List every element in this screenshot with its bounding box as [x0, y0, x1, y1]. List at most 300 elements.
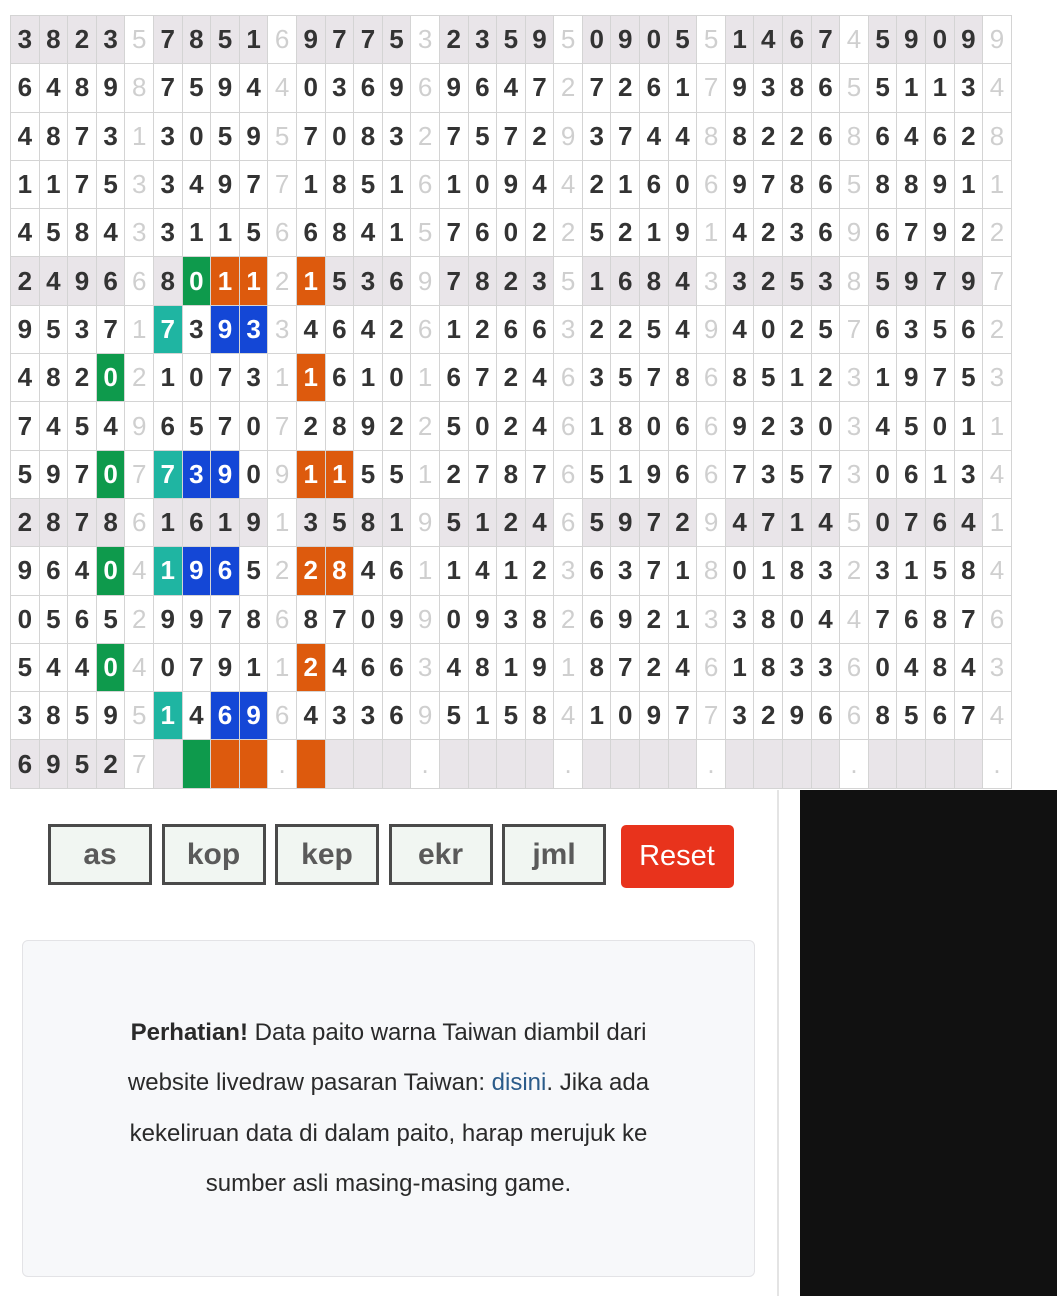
digit-cell[interactable]: 3 [183, 306, 212, 354]
digit-cell[interactable]: 5 [783, 451, 812, 499]
digit-cell[interactable]: 9 [669, 209, 698, 257]
digit-cell[interactable]: 4 [526, 354, 555, 402]
digit-cell[interactable]: 5 [926, 306, 955, 354]
digit-cell[interactable]: 1 [640, 209, 669, 257]
digit-cell[interactable]: 8 [783, 547, 812, 595]
digit-cell[interactable]: 4 [955, 644, 984, 692]
digit-cell[interactable]: 8 [611, 402, 640, 450]
digit-cell[interactable]: 3 [754, 451, 783, 499]
digit-cell[interactable]: 5 [897, 402, 926, 450]
digit-cell[interactable]: 4 [354, 547, 383, 595]
digit-cell[interactable]: 3 [783, 209, 812, 257]
digit-cell[interactable]: 7 [326, 16, 355, 64]
digit-cell[interactable]: 4 [68, 644, 97, 692]
digit-cell[interactable]: 3 [240, 354, 269, 402]
digit-cell[interactable]: 6 [154, 402, 183, 450]
digit-cell[interactable]: 3 [583, 354, 612, 402]
digit-cell[interactable]: 8 [183, 16, 212, 64]
digit-cell[interactable]: 1 [211, 209, 240, 257]
digit-cell[interactable]: 4 [669, 113, 698, 161]
digit-cell[interactable]: 5 [326, 257, 355, 305]
digit-cell[interactable]: 7 [640, 547, 669, 595]
digit-cell[interactable]: 6 [211, 692, 240, 740]
digit-cell[interactable]: 2 [640, 596, 669, 644]
digit-cell[interactable]: 9 [897, 257, 926, 305]
digit-cell[interactable]: 3 [783, 402, 812, 450]
digit-cell[interactable]: 2 [754, 402, 783, 450]
digit-cell[interactable]: 7 [154, 451, 183, 499]
digit-cell[interactable]: 6 [11, 740, 40, 788]
digit-cell[interactable]: 3 [812, 644, 841, 692]
digit-cell[interactable]: 6 [869, 306, 898, 354]
digit-cell[interactable]: 8 [240, 596, 269, 644]
digit-cell[interactable]: 1 [354, 354, 383, 402]
digit-cell[interactable]: 1 [754, 547, 783, 595]
digit-cell[interactable]: 4 [526, 499, 555, 547]
digit-cell[interactable]: 0 [183, 257, 212, 305]
digit-cell[interactable]: 2 [526, 547, 555, 595]
digit-cell[interactable] [812, 740, 841, 788]
digit-cell[interactable]: 7 [526, 64, 555, 112]
digit-cell[interactable]: 8 [68, 209, 97, 257]
digit-cell[interactable]: 8 [869, 692, 898, 740]
digit-cell[interactable]: 1 [497, 547, 526, 595]
digit-cell[interactable]: 7 [583, 64, 612, 112]
digit-cell[interactable]: 2 [97, 740, 126, 788]
digit-cell[interactable] [326, 740, 355, 788]
digit-cell[interactable]: 0 [640, 402, 669, 450]
digit-cell[interactable]: 8 [783, 64, 812, 112]
digit-cell[interactable]: 3 [97, 16, 126, 64]
filter-as-button[interactable]: as [48, 824, 152, 885]
digit-cell[interactable]: 4 [440, 644, 469, 692]
digit-cell[interactable]: 4 [812, 596, 841, 644]
digit-cell[interactable]: 9 [955, 257, 984, 305]
digit-cell[interactable] [640, 740, 669, 788]
digit-cell[interactable]: 4 [469, 547, 498, 595]
digit-cell[interactable]: 7 [469, 354, 498, 402]
digit-cell[interactable]: 1 [211, 257, 240, 305]
digit-cell[interactable]: 0 [783, 596, 812, 644]
digit-cell[interactable]: 9 [183, 596, 212, 644]
digit-cell[interactable] [754, 740, 783, 788]
digit-cell[interactable]: 4 [97, 209, 126, 257]
digit-cell[interactable]: 1 [326, 451, 355, 499]
digit-cell[interactable]: 1 [440, 306, 469, 354]
digit-cell[interactable]: 5 [240, 209, 269, 257]
digit-cell[interactable]: 1 [383, 499, 412, 547]
digit-cell[interactable]: 8 [526, 692, 555, 740]
digit-cell[interactable]: 2 [583, 161, 612, 209]
digit-cell[interactable]: 5 [183, 64, 212, 112]
digit-cell[interactable]: 2 [754, 692, 783, 740]
digit-cell[interactable]: 1 [955, 161, 984, 209]
digit-cell[interactable]: 9 [211, 64, 240, 112]
digit-cell[interactable]: 8 [354, 113, 383, 161]
digit-cell[interactable]: 0 [469, 161, 498, 209]
digit-cell[interactable]: 9 [611, 16, 640, 64]
digit-cell[interactable]: 7 [640, 499, 669, 547]
digit-cell[interactable]: 7 [68, 113, 97, 161]
digit-cell[interactable]: 7 [154, 16, 183, 64]
digit-cell[interactable]: 1 [583, 257, 612, 305]
digit-cell[interactable]: 4 [183, 692, 212, 740]
digit-cell[interactable]: 2 [497, 499, 526, 547]
digit-cell[interactable] [955, 740, 984, 788]
digit-cell[interactable]: 5 [611, 354, 640, 402]
digit-cell[interactable]: 6 [326, 354, 355, 402]
digit-cell[interactable]: 2 [11, 499, 40, 547]
digit-cell[interactable]: 5 [869, 16, 898, 64]
digit-cell[interactable]: 0 [869, 499, 898, 547]
digit-cell[interactable]: 9 [897, 354, 926, 402]
digit-cell[interactable]: 5 [869, 257, 898, 305]
digit-cell[interactable]: 5 [869, 64, 898, 112]
digit-cell[interactable]: 9 [354, 402, 383, 450]
digit-cell[interactable]: 1 [783, 354, 812, 402]
digit-cell[interactable]: 9 [211, 451, 240, 499]
digit-cell[interactable]: 1 [297, 161, 326, 209]
digit-cell[interactable]: 6 [383, 692, 412, 740]
digit-cell[interactable]: 7 [611, 113, 640, 161]
digit-cell[interactable]: 4 [897, 113, 926, 161]
digit-cell[interactable]: 0 [97, 547, 126, 595]
digit-cell[interactable]: 6 [354, 64, 383, 112]
digit-cell[interactable] [211, 740, 240, 788]
digit-cell[interactable]: 9 [211, 644, 240, 692]
filter-kep-button[interactable]: kep [275, 824, 379, 885]
digit-cell[interactable]: 7 [754, 499, 783, 547]
digit-cell[interactable]: 9 [297, 16, 326, 64]
digit-cell[interactable] [897, 740, 926, 788]
digit-cell[interactable]: 1 [669, 64, 698, 112]
digit-cell[interactable]: 7 [240, 161, 269, 209]
digit-cell[interactable]: 9 [383, 64, 412, 112]
digit-cell[interactable]: 8 [640, 257, 669, 305]
digit-cell[interactable]: 0 [869, 451, 898, 499]
digit-cell[interactable]: 2 [526, 113, 555, 161]
digit-cell[interactable]: 3 [812, 547, 841, 595]
digit-cell[interactable]: 9 [68, 257, 97, 305]
digit-cell[interactable]: 9 [40, 451, 69, 499]
digit-cell[interactable]: 5 [183, 402, 212, 450]
digit-cell[interactable]: 3 [726, 257, 755, 305]
digit-cell[interactable]: 8 [469, 644, 498, 692]
digit-cell[interactable]: 6 [926, 692, 955, 740]
digit-cell[interactable]: 8 [40, 16, 69, 64]
digit-cell[interactable]: 7 [11, 402, 40, 450]
digit-cell[interactable] [783, 740, 812, 788]
digit-cell[interactable]: 5 [440, 499, 469, 547]
digit-cell[interactable]: 5 [40, 209, 69, 257]
digit-cell[interactable]: 6 [383, 547, 412, 595]
digit-cell[interactable]: 3 [812, 257, 841, 305]
digit-cell[interactable]: 1 [183, 209, 212, 257]
digit-cell[interactable]: 7 [611, 644, 640, 692]
digit-cell[interactable]: 3 [11, 16, 40, 64]
digit-cell[interactable]: 4 [240, 64, 269, 112]
digit-cell[interactable]: 1 [611, 161, 640, 209]
digit-cell[interactable]: 5 [68, 740, 97, 788]
digit-cell[interactable]: 8 [726, 113, 755, 161]
digit-cell[interactable]: 1 [154, 354, 183, 402]
digit-cell[interactable]: 7 [926, 354, 955, 402]
digit-cell[interactable] [383, 740, 412, 788]
digit-cell[interactable]: 7 [497, 113, 526, 161]
digit-cell[interactable]: 7 [726, 451, 755, 499]
digit-cell[interactable]: 9 [211, 306, 240, 354]
digit-cell[interactable]: 5 [326, 499, 355, 547]
digit-cell[interactable]: 5 [897, 692, 926, 740]
digit-cell[interactable]: 8 [583, 644, 612, 692]
digit-cell[interactable]: 7 [440, 257, 469, 305]
digit-cell[interactable]: 3 [869, 547, 898, 595]
digit-cell[interactable]: 5 [783, 257, 812, 305]
digit-cell[interactable]: 2 [297, 547, 326, 595]
digit-cell[interactable]: 4 [68, 547, 97, 595]
digit-cell[interactable]: 9 [440, 64, 469, 112]
digit-cell[interactable]: 5 [497, 16, 526, 64]
digit-cell[interactable]: 7 [440, 209, 469, 257]
digit-cell[interactable]: 1 [897, 64, 926, 112]
digit-cell[interactable]: 5 [497, 692, 526, 740]
digit-cell[interactable]: 0 [297, 64, 326, 112]
digit-cell[interactable]: 6 [640, 64, 669, 112]
digit-cell[interactable]: 5 [11, 644, 40, 692]
digit-cell[interactable]: 1 [154, 692, 183, 740]
digit-cell[interactable]: 1 [297, 354, 326, 402]
digit-cell[interactable]: 2 [383, 306, 412, 354]
digit-cell[interactable]: 4 [97, 402, 126, 450]
digit-cell[interactable]: 3 [726, 692, 755, 740]
digit-cell[interactable]: 5 [440, 692, 469, 740]
digit-cell[interactable]: 1 [297, 257, 326, 305]
digit-cell[interactable]: 7 [68, 161, 97, 209]
digit-cell[interactable]: 0 [326, 113, 355, 161]
digit-cell[interactable]: 4 [297, 692, 326, 740]
digit-cell[interactable]: 9 [497, 161, 526, 209]
digit-cell[interactable]: 6 [526, 306, 555, 354]
digit-cell[interactable]: 3 [354, 257, 383, 305]
digit-cell[interactable]: 2 [297, 402, 326, 450]
digit-cell[interactable]: 8 [669, 354, 698, 402]
digit-cell[interactable]: 7 [640, 354, 669, 402]
digit-cell[interactable]: 8 [326, 547, 355, 595]
digit-cell[interactable]: 1 [726, 16, 755, 64]
digit-cell[interactable]: 6 [40, 547, 69, 595]
digit-cell[interactable]: 3 [154, 113, 183, 161]
digit-cell[interactable]: 4 [11, 113, 40, 161]
digit-cell[interactable]: 1 [583, 692, 612, 740]
digit-cell[interactable]: 6 [383, 644, 412, 692]
digit-cell[interactable]: 6 [955, 306, 984, 354]
digit-cell[interactable]: 7 [154, 64, 183, 112]
digit-cell[interactable]: 5 [640, 306, 669, 354]
digit-cell[interactable] [440, 740, 469, 788]
digit-cell[interactable]: 4 [297, 306, 326, 354]
digit-cell[interactable]: 0 [497, 209, 526, 257]
digit-cell[interactable]: 6 [812, 209, 841, 257]
digit-cell[interactable]: 7 [211, 354, 240, 402]
digit-cell[interactable]: 2 [955, 209, 984, 257]
digit-cell[interactable]: 5 [583, 499, 612, 547]
digit-cell[interactable]: 5 [440, 402, 469, 450]
digit-cell[interactable]: 3 [754, 64, 783, 112]
digit-cell[interactable]: 0 [812, 402, 841, 450]
digit-cell[interactable]: 9 [611, 499, 640, 547]
digit-cell[interactable]: 5 [240, 547, 269, 595]
digit-cell[interactable]: 1 [726, 644, 755, 692]
digit-cell[interactable]: 5 [383, 16, 412, 64]
digit-cell[interactable]: 1 [669, 596, 698, 644]
digit-cell[interactable]: 4 [183, 161, 212, 209]
digit-cell[interactable]: 1 [497, 644, 526, 692]
digit-cell[interactable] [497, 740, 526, 788]
digit-cell[interactable]: 9 [154, 596, 183, 644]
digit-cell[interactable]: 2 [11, 257, 40, 305]
digit-cell[interactable]: 4 [11, 209, 40, 257]
digit-cell[interactable]: 1 [440, 161, 469, 209]
digit-cell[interactable]: 5 [68, 692, 97, 740]
digit-cell[interactable]: 9 [40, 740, 69, 788]
digit-cell[interactable]: 9 [783, 692, 812, 740]
digit-cell[interactable]: 7 [440, 113, 469, 161]
digit-cell[interactable]: 3 [897, 306, 926, 354]
digit-cell[interactable]: 7 [68, 451, 97, 499]
digit-cell[interactable]: 6 [211, 547, 240, 595]
digit-cell[interactable]: 5 [40, 306, 69, 354]
digit-cell[interactable]: 3 [97, 113, 126, 161]
digit-cell[interactable] [726, 740, 755, 788]
digit-cell[interactable]: 5 [97, 161, 126, 209]
digit-cell[interactable]: 3 [354, 692, 383, 740]
digit-cell[interactable]: 4 [726, 209, 755, 257]
digit-cell[interactable]: 2 [68, 354, 97, 402]
digit-cell[interactable]: 7 [183, 644, 212, 692]
digit-cell[interactable]: 6 [469, 209, 498, 257]
digit-cell[interactable]: 7 [897, 499, 926, 547]
digit-cell[interactable]: 7 [955, 596, 984, 644]
digit-cell[interactable]: 6 [926, 499, 955, 547]
digit-cell[interactable]: 4 [354, 209, 383, 257]
digit-cell[interactable]: 8 [469, 257, 498, 305]
digit-cell[interactable]: 6 [926, 113, 955, 161]
digit-cell[interactable]: 4 [640, 113, 669, 161]
filter-kop-button[interactable]: kop [162, 824, 266, 885]
digit-cell[interactable]: 9 [240, 113, 269, 161]
digit-cell[interactable]: 5 [955, 354, 984, 402]
reset-button[interactable]: Reset [621, 825, 734, 888]
digit-cell[interactable]: 6 [583, 547, 612, 595]
digit-cell[interactable]: 1 [240, 16, 269, 64]
digit-cell[interactable]: 5 [583, 451, 612, 499]
digit-cell[interactable]: 1 [869, 354, 898, 402]
digit-cell[interactable]: 6 [640, 161, 669, 209]
digit-cell[interactable]: 7 [955, 692, 984, 740]
digit-cell[interactable] [469, 740, 498, 788]
digit-cell[interactable]: 3 [783, 644, 812, 692]
digit-cell[interactable]: 9 [240, 499, 269, 547]
digit-cell[interactable]: 9 [926, 209, 955, 257]
digit-cell[interactable]: 8 [326, 161, 355, 209]
digit-cell[interactable]: 0 [183, 354, 212, 402]
digit-cell[interactable]: 2 [440, 16, 469, 64]
digit-cell[interactable] [869, 740, 898, 788]
digit-cell[interactable]: 2 [783, 306, 812, 354]
digit-cell[interactable]: 2 [583, 306, 612, 354]
digit-cell[interactable]: 4 [869, 402, 898, 450]
digit-cell[interactable]: 7 [97, 306, 126, 354]
digit-cell[interactable]: 9 [97, 64, 126, 112]
digit-cell[interactable]: 6 [897, 596, 926, 644]
digit-cell[interactable]: 8 [40, 354, 69, 402]
digit-cell[interactable]: 0 [926, 16, 955, 64]
digit-cell[interactable]: 3 [955, 64, 984, 112]
digit-cell[interactable]: 4 [726, 306, 755, 354]
digit-cell[interactable]: 6 [297, 209, 326, 257]
digit-cell[interactable]: 1 [297, 451, 326, 499]
digit-cell[interactable]: 5 [354, 451, 383, 499]
digit-cell[interactable]: 7 [526, 451, 555, 499]
digit-cell[interactable]: 3 [726, 596, 755, 644]
digit-cell[interactable]: 3 [68, 306, 97, 354]
digit-cell[interactable] [669, 740, 698, 788]
digit-cell[interactable]: 9 [183, 547, 212, 595]
digit-cell[interactable] [354, 740, 383, 788]
digit-cell[interactable]: 6 [326, 306, 355, 354]
digit-cell[interactable]: 7 [326, 596, 355, 644]
digit-cell[interactable]: 6 [383, 257, 412, 305]
digit-cell[interactable]: 4 [40, 64, 69, 112]
digit-cell[interactable]: 5 [211, 113, 240, 161]
digit-cell[interactable]: 8 [926, 596, 955, 644]
digit-cell[interactable]: 4 [326, 644, 355, 692]
digit-cell[interactable]: 1 [583, 402, 612, 450]
digit-cell[interactable]: 8 [526, 596, 555, 644]
digit-cell[interactable]: 3 [497, 596, 526, 644]
digit-cell[interactable]: 5 [11, 451, 40, 499]
digit-cell[interactable]: 8 [955, 547, 984, 595]
digit-cell[interactable]: 9 [211, 161, 240, 209]
digit-cell[interactable]: 2 [754, 257, 783, 305]
digit-cell[interactable]: 8 [754, 596, 783, 644]
digit-cell[interactable]: 5 [754, 354, 783, 402]
digit-cell[interactable]: 9 [640, 451, 669, 499]
digit-cell[interactable]: 2 [383, 402, 412, 450]
digit-cell[interactable]: 9 [97, 692, 126, 740]
digit-cell[interactable]: 0 [469, 402, 498, 450]
digit-cell[interactable]: 7 [926, 257, 955, 305]
digit-cell[interactable]: 4 [669, 257, 698, 305]
digit-cell[interactable]: 6 [897, 451, 926, 499]
digit-cell[interactable]: 6 [812, 692, 841, 740]
digit-cell[interactable]: 6 [97, 257, 126, 305]
digit-cell[interactable]: 4 [669, 306, 698, 354]
digit-cell[interactable]: 9 [726, 161, 755, 209]
filter-ekr-button[interactable]: ekr [389, 824, 493, 885]
digit-cell[interactable]: 1 [440, 547, 469, 595]
digit-cell[interactable]: 7 [68, 499, 97, 547]
digit-cell[interactable]: 6 [68, 596, 97, 644]
digit-cell[interactable]: 2 [754, 209, 783, 257]
digit-cell[interactable]: 0 [354, 596, 383, 644]
digit-cell[interactable]: 6 [812, 64, 841, 112]
digit-cell[interactable]: 4 [526, 402, 555, 450]
digit-cell[interactable]: 8 [297, 596, 326, 644]
digit-cell[interactable]: 0 [383, 354, 412, 402]
digit-cell[interactable]: 6 [783, 16, 812, 64]
digit-cell[interactable]: 2 [440, 451, 469, 499]
